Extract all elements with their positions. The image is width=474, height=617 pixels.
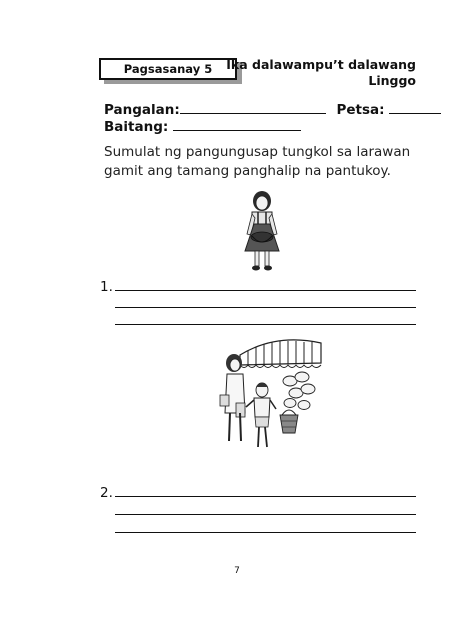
date-blank[interactable]	[389, 101, 441, 114]
answer-line-1a[interactable]	[115, 290, 416, 291]
grade-blank[interactable]	[173, 118, 301, 131]
name-blank[interactable]	[180, 101, 326, 114]
answer-line-2a[interactable]	[115, 496, 416, 497]
grade-row	[104, 118, 301, 135]
answer-line-1b[interactable]	[115, 307, 416, 308]
page-number: 7	[234, 566, 240, 576]
girl-illustration	[232, 188, 292, 274]
answer-line-2c[interactable]	[115, 532, 416, 533]
item-number-2: 2.	[100, 485, 113, 501]
name-date-row	[104, 101, 441, 118]
instructions-text: Sumulat ng pangungusap tungkol sa larawan gamit ang tamang panghalip na pantukoy.	[104, 144, 411, 179]
grade-label: Baitang:	[104, 119, 169, 135]
answer-line-2b[interactable]	[115, 514, 416, 515]
name-label: Pangalan:	[104, 102, 180, 118]
week-line-1: Ika dalawampu’t dalawang	[226, 57, 416, 72]
week-label	[226, 57, 416, 89]
item-number-1: 1.	[100, 279, 113, 295]
answer-line-1c[interactable]	[115, 324, 416, 325]
market-scene-illustration	[218, 333, 322, 453]
week-line-2: Linggo	[368, 73, 416, 88]
exercise-badge: Pagsasanay 5	[99, 58, 237, 80]
date-label: Petsa:	[336, 102, 385, 118]
